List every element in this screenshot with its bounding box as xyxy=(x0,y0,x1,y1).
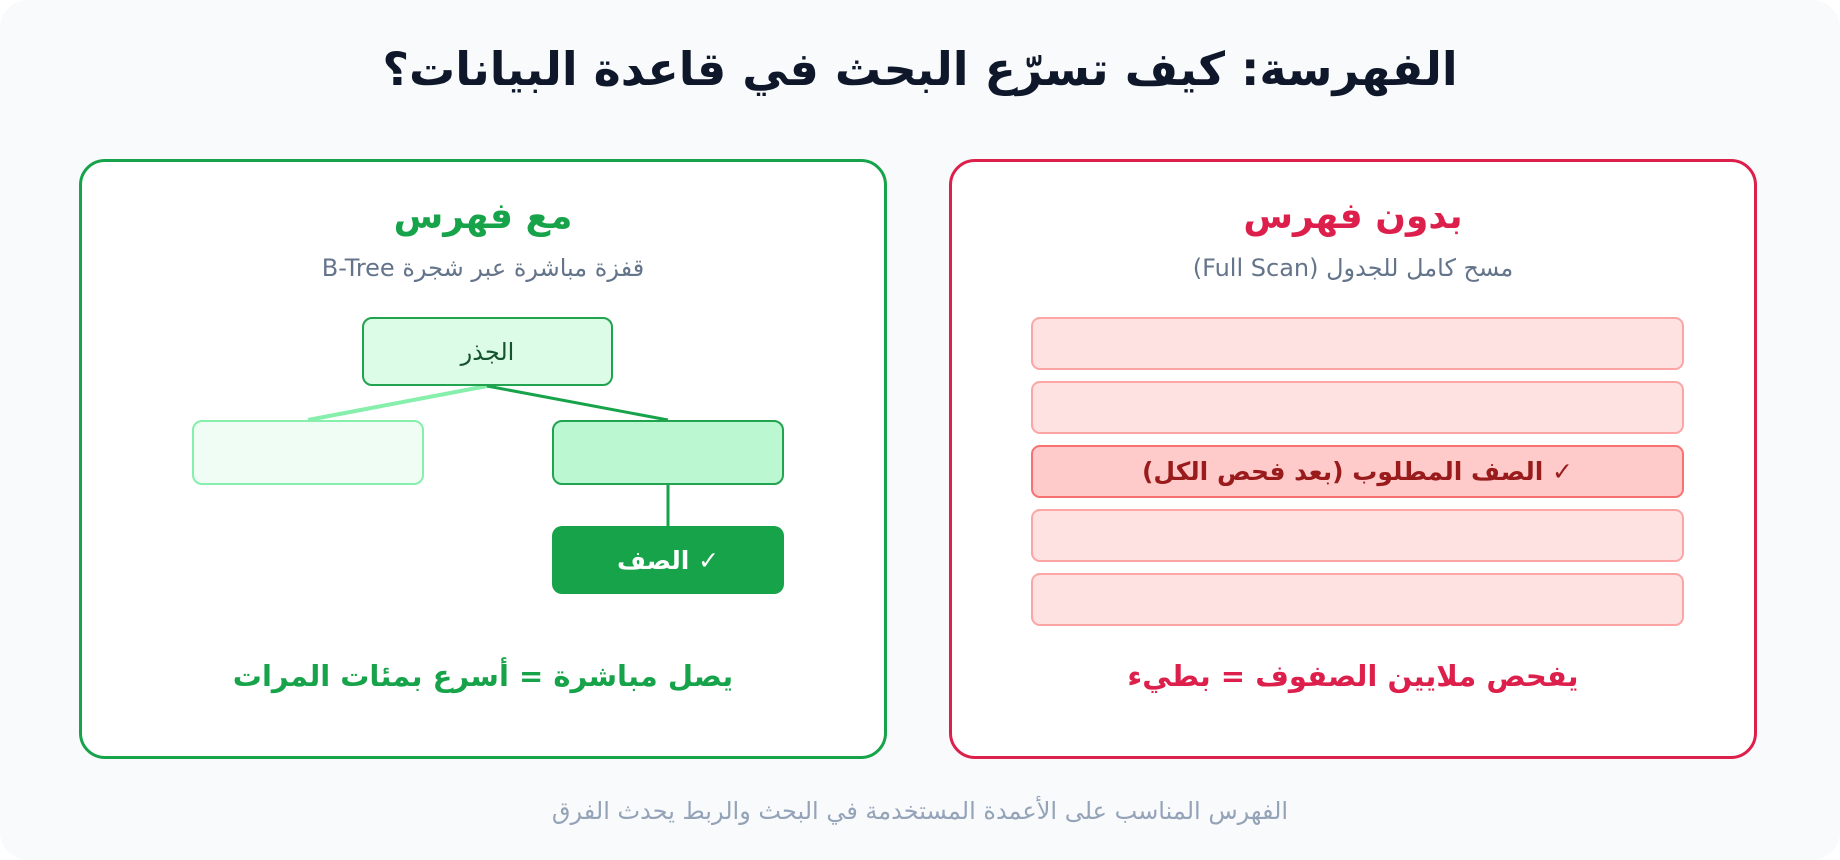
btree-visited-node xyxy=(552,420,784,485)
table-row xyxy=(1031,381,1684,434)
with-index-subtitle: قفزة مباشرة عبر شجرة B-Tree xyxy=(321,254,645,282)
btree-root-node xyxy=(362,317,613,386)
with-index-heading: مع فهرس xyxy=(393,196,573,237)
diagram-caption: الفهرس المناسب على الأعمدة المستخدمة في البحث والربط يحدث الفرق xyxy=(551,797,1289,825)
table-row xyxy=(1031,509,1684,562)
target-table-row xyxy=(1031,445,1684,498)
without-index-subtitle: مسح كامل للجدول (Full Scan) xyxy=(1192,254,1514,282)
edge-root-to-faded-node xyxy=(308,386,487,420)
without-index-summary: يفحص ملايين الصفوف = بطيء xyxy=(1127,659,1579,693)
btree-skipped-node xyxy=(192,420,424,485)
diagram-title: الفهرسة: كيف تسرّع البحث في قاعدة البيانات؟ xyxy=(382,42,1458,96)
edge-root-to-active-node xyxy=(487,386,668,420)
without-index-heading: بدون فهرس xyxy=(1243,196,1463,237)
btree-root-label: الجذر xyxy=(460,337,515,366)
table-row xyxy=(1031,317,1684,370)
found-row-label: ✓ الصف xyxy=(617,545,720,575)
btree-found-row xyxy=(552,526,784,594)
table-row xyxy=(1031,573,1684,626)
without-index-panel xyxy=(949,159,1757,759)
with-index-panel xyxy=(79,159,887,759)
target-row-label: ✓ الصف المطلوب (بعد فحص الكل) xyxy=(1142,457,1573,486)
with-index-summary: يصل مباشرة = أسرع بمئات المرات xyxy=(232,659,734,693)
